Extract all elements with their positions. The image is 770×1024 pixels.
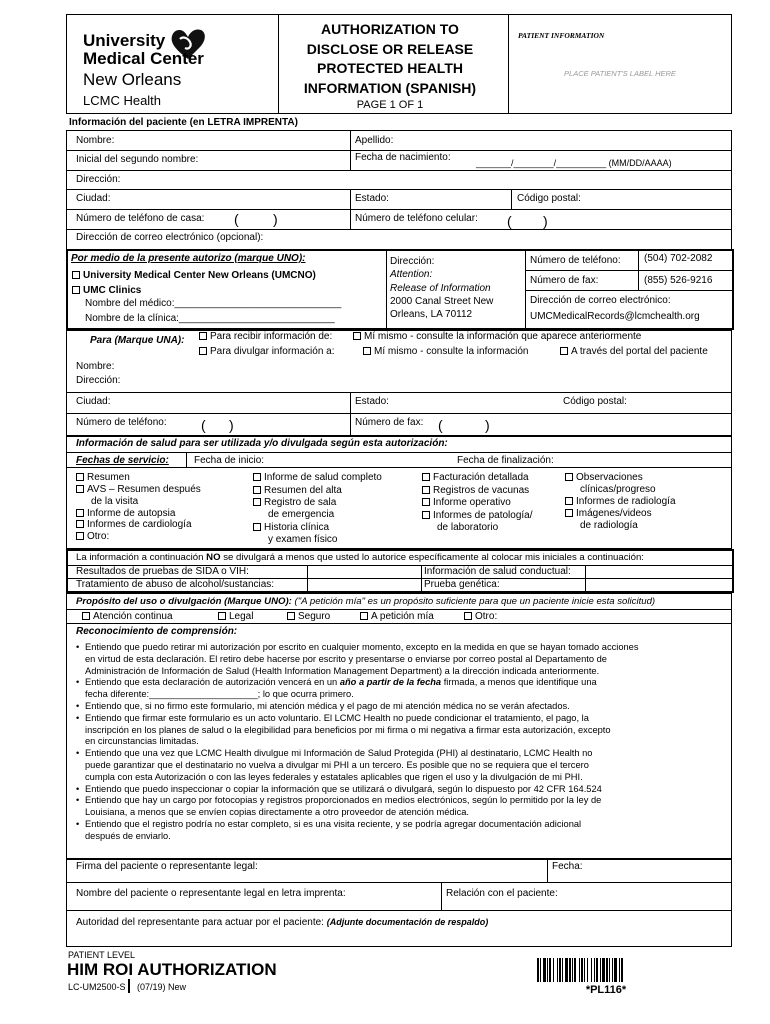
clinica-field[interactable]: Nombre de la clínica:____________________________ <box>85 313 335 324</box>
recipient-estado[interactable]: Estado: <box>355 396 389 407</box>
chk-radiologia-label: Informes de radiología <box>576 496 676 507</box>
recipient-nombre[interactable]: Nombre: <box>76 361 115 372</box>
ack-heading: Reconocimiento de comprensión: <box>76 626 238 637</box>
nombre-imprenta-field[interactable]: Nombre del paciente o representante legal en letra imprenta: <box>76 888 346 899</box>
chk-patologia[interactable] <box>422 510 533 522</box>
chk-observaciones[interactable] <box>565 472 643 484</box>
title-line-1: AUTHORIZATION TO <box>321 21 459 37</box>
chk-salud-completo[interactable] <box>253 472 382 484</box>
chk-resumen[interactable] <box>76 472 130 484</box>
chk-observaciones-label-2: clínicas/progreso <box>580 484 656 495</box>
address-label: Dirección: <box>390 256 435 267</box>
chk-registro-sala-label: Registro de sala <box>264 497 337 508</box>
paren-open: ( <box>234 211 239 227</box>
chk-avs-label: AVS – Resumen después <box>87 484 201 495</box>
option-portal-label: A través del portal del paciente <box>571 346 708 357</box>
purpose-heading <box>76 596 655 608</box>
header-divider-right <box>508 14 509 114</box>
notice-no: NO <box>206 552 221 563</box>
checkbox-icon[interactable] <box>76 473 84 481</box>
purpose-atencion[interactable] <box>82 611 173 623</box>
tel-celular-field[interactable]: Número de teléfono celular: <box>355 213 478 224</box>
fecha-nacimiento-blank: _______/________/__________ (MM/DD/AAAA) <box>476 158 672 168</box>
ack-bullet-2: • Entiendo que esta declaración de autorización vencerá en un año a partir de la fecha firmada, a menos que identifique una fecha diferente:_____________________; lo que ocurra primero. <box>76 677 597 700</box>
para-label: Para (Marque UNA): <box>90 335 185 346</box>
fecha-firma-field[interactable]: Fecha: <box>552 861 583 872</box>
checkbox-icon[interactable] <box>560 347 568 355</box>
chk-autopsia-label: Informe de autopsia <box>87 508 176 519</box>
option-umc-clinics-label: UMC Clinics <box>83 285 142 296</box>
purpose-seguro[interactable] <box>287 611 330 623</box>
chk-imagenes[interactable] <box>565 508 652 520</box>
title-line-2: DISCLOSE OR RELEASE <box>306 40 474 57</box>
chk-resumen-alta-label: Resumen del alta <box>264 485 342 496</box>
chk-observaciones-label: Observaciones <box>576 472 643 483</box>
chk-imagenes-label: Imágenes/videos <box>576 508 652 519</box>
chk-vacunas-label: Registros de vacunas <box>433 485 530 496</box>
recipient-codigo[interactable]: Código postal: <box>563 396 627 407</box>
purpose-heading-main: Propósito del uso o divulgación (Marque UNO): <box>76 596 292 607</box>
recipient-ciudad[interactable]: Ciudad: <box>76 396 111 407</box>
checkbox-icon[interactable] <box>72 286 80 294</box>
chk-facturacion[interactable] <box>422 472 529 484</box>
title-line-4: INFORMATION <box>303 79 402 96</box>
chk-historia-clinica[interactable] <box>253 522 329 534</box>
checkbox-icon[interactable] <box>422 473 430 481</box>
barcode-text: *PL116* <box>585 984 627 996</box>
purpose-legal[interactable] <box>218 611 253 623</box>
checkbox-icon[interactable] <box>218 612 226 620</box>
autoridad-note: (Adjunte documentación de respaldo) <box>326 917 489 927</box>
checkbox-icon[interactable] <box>76 532 84 540</box>
fax-label: Número de fax: <box>530 275 599 286</box>
paren-open: ( <box>201 417 206 433</box>
fax-value: (855) 526-9216 <box>644 275 713 286</box>
chk-avs[interactable] <box>76 484 201 496</box>
phone-value: (504) 702-2082 <box>644 253 713 264</box>
chk-imagenes-label-2: de radiología <box>580 520 638 531</box>
chk-registro-sala[interactable] <box>253 497 336 509</box>
paren-open: ( <box>507 213 512 229</box>
checkbox-icon[interactable] <box>565 509 573 517</box>
chk-otro-label: Otro: <box>87 531 110 542</box>
checkbox-icon[interactable] <box>76 520 84 528</box>
genetica-label: Prueba genética: <box>424 579 500 590</box>
fecha-nacimiento-field[interactable]: Fecha de nacimiento: <box>355 152 451 163</box>
form-title <box>275 20 505 98</box>
option-mismo-1-label: Mí mismo - consulte la información que aparece anteriormente <box>364 331 642 342</box>
revision: (07/19) New <box>137 982 187 992</box>
chk-operativo-label: Informe operativo <box>433 497 511 508</box>
footer-doc-title: HIM ROI AUTHORIZATION <box>67 960 277 979</box>
chk-resumen-alta[interactable] <box>253 485 342 497</box>
purpose-peticion-label: A petición mía <box>371 611 434 622</box>
nombre-field[interactable]: Nombre: <box>76 135 115 146</box>
checkbox-icon[interactable] <box>360 612 368 620</box>
checkbox-icon[interactable] <box>565 497 573 505</box>
checkbox-icon[interactable] <box>565 473 573 481</box>
chk-avs-label-2: de la visita <box>91 496 139 507</box>
purpose-otro[interactable] <box>464 611 497 623</box>
email-label: Dirección de correo electrónico: <box>530 295 671 306</box>
option-mismo-2-label: Mí mismo - consulte la información <box>374 346 529 357</box>
checkbox-icon[interactable] <box>253 486 261 494</box>
recipient-direccion[interactable]: Dirección: <box>76 375 121 386</box>
checkbox-icon[interactable] <box>287 612 295 620</box>
medico-field[interactable]: Nombre del médico:______________________________ <box>85 298 342 309</box>
sensitive-notice <box>76 552 644 564</box>
paren-close: ) <box>485 417 490 433</box>
chk-facturacion-label: Facturación detallada <box>433 472 529 483</box>
tel-casa-field[interactable]: Número de teléfono de casa: <box>76 213 205 224</box>
option-umcno[interactable] <box>72 270 316 282</box>
address-attention: Attention: <box>390 269 433 280</box>
patient-section-title: Información del paciente (en LETRA IMPRENTA) <box>69 117 298 128</box>
ack-bullet-7: • Entiendo que hay un cargo por fotocopias y registros proporcionados en medios electrónicos, según lo permitido por la ley de Louisiana, a menos que se envíen copias directamente a otro proveedor de atención médica. <box>76 795 602 818</box>
email-field[interactable]: Dirección de correo electrónico (opcional): <box>76 232 264 243</box>
paren-close: ) <box>273 211 278 227</box>
chk-historia-clinica-label-2: y examen físico <box>268 534 338 545</box>
patient-label-placeholder: PLACE PATIENT'S LABEL HERE <box>564 69 676 78</box>
purpose-seguro-label: Seguro <box>298 611 331 622</box>
phone-label: Número de teléfono: <box>530 255 621 266</box>
codigo-postal-field[interactable]: Código postal: <box>517 193 581 204</box>
chk-cardiologia-label: Informes de cardiología <box>87 519 192 530</box>
inicial-field[interactable]: Inicial del segundo nombre: <box>76 154 199 165</box>
chk-patologia-label-2: de laboratorio <box>437 522 499 533</box>
authorize-heading: Por medio de la presente autorizo (marque UNO): <box>71 253 306 264</box>
direccion-field[interactable]: Dirección: <box>76 174 121 185</box>
chk-vacunas[interactable] <box>422 485 529 497</box>
notice-pre: La información a continuación <box>76 552 204 563</box>
fecha-fin-field[interactable]: Fecha de finalización: <box>457 455 554 466</box>
salud-conductual-label: Información de salud conductual: <box>424 566 571 577</box>
checkbox-icon[interactable] <box>76 509 84 517</box>
estado-field[interactable]: Estado: <box>355 193 389 204</box>
autoridad-label: Autoridad del representante para actuar por el paciente: <box>76 917 324 928</box>
title-spanish: (SPANISH) <box>405 79 477 96</box>
purpose-legal-label: Legal <box>229 611 254 622</box>
ciudad-field[interactable]: Ciudad: <box>76 193 111 204</box>
option-divulgar[interactable] <box>199 346 335 358</box>
checkbox-icon[interactable] <box>82 612 90 620</box>
checkbox-icon[interactable] <box>199 347 207 355</box>
autoridad-field[interactable] <box>76 916 488 929</box>
patient-info-label: PATIENT INFORMATION <box>518 31 605 40</box>
checkbox-icon[interactable] <box>199 332 207 340</box>
chk-radiologia[interactable] <box>565 496 676 508</box>
barcode <box>537 958 675 982</box>
purpose-heading-note: ("A petición mía" es un propósito suficiente para que un paciente inicie esta solicitud) <box>294 596 656 607</box>
checkbox-icon[interactable] <box>253 523 261 531</box>
paren-open: ( <box>438 417 443 433</box>
checkbox-icon[interactable] <box>422 498 430 506</box>
logo-university: University <box>83 31 166 50</box>
address-city: Orleans, LA 70112 <box>390 309 473 320</box>
ack-bullet-4: • Entiendo que firmar este formulario es un acto voluntario. El LCMC Health no puede condicionar el tratamiento, el pago, la inscripción en los planes de salud o la elegibilidad para beneficios por mi firma o mi negativa a firmar esta autorización, excepto en circunstancias limitadas. <box>76 712 611 747</box>
checkbox-icon[interactable] <box>253 473 261 481</box>
option-mismo-2[interactable] <box>363 346 529 358</box>
option-portal[interactable] <box>560 346 708 358</box>
email-value: UMCMedicalRecords@lcmchealth.org <box>530 311 700 322</box>
footer-separator <box>128 979 130 993</box>
purpose-peticion[interactable] <box>360 611 434 623</box>
chk-registro-sala-label-2: de emergencia <box>268 509 335 520</box>
checkbox-icon[interactable] <box>422 511 430 519</box>
address-release: Release of Information <box>390 283 491 294</box>
recipient-telefono[interactable]: Número de teléfono: <box>76 417 167 428</box>
notice-post: se divulgará a menos que usted lo autorice específicamente al colocar mis iniciales a continuación: <box>223 552 644 563</box>
ack-bullet-3: • Entiendo que, si no firmo este formulario, mi atención médica y el pago de mi atención médica no se verán afectados. <box>76 700 570 711</box>
chk-resumen-label: Resumen <box>87 472 130 483</box>
page-number: PAGE 1 OF 1 <box>356 99 424 111</box>
chk-otro[interactable] <box>76 531 109 543</box>
checkbox-icon[interactable] <box>76 485 84 493</box>
address-street: 2000 Canal Street New <box>390 296 494 307</box>
paren-close: ) <box>543 213 548 229</box>
option-divulgar-label: Para divulgar información a: <box>210 346 335 357</box>
sida-vih-label: Resultados de pruebas de SIDA o VIH: <box>76 566 249 577</box>
form-number: LC-UM2500-S <box>68 982 126 992</box>
chk-historia-clinica-label: Historia clínica <box>264 522 330 533</box>
recipient-fax[interactable]: Número de fax: <box>355 417 424 428</box>
fecha-inicio-field[interactable]: Fecha de inicio: <box>194 455 265 466</box>
ack-bullet-8: • Entiendo que el registro podría no estar completo, si es una visita reciente, y se podría agregar documentación adicional después de enviarlo. <box>76 818 582 841</box>
ack-bullet-5: • Entiendo que una vez que LCMC Health divulgue mi Información de Salud Protegida (PHI) al destinatario, LCMC Health no puede garantizar que el destinatario no vuelva a divulgar mi PHI a un tercero. Es posible que no se requiera que el tercero cumpla con esta Autorización o con las leyes federales y estatales aplicables que rigen el uso y la divulgación de mi PHI. <box>76 748 593 782</box>
checkbox-icon[interactable] <box>72 271 80 279</box>
ack-bullet-1: • Entiendo que puedo retirar mi autorización por escrito en cualquier momento, excepto en la medida en que se hayan tomado acciones en virtud de esta declaración. El retiro debe hacerse por escrito y presentarse o enviarse por correo postal al Departamento de Administración de Información de Salud (Health Information Management Department) a la dirección indicada anteriormente. <box>76 642 639 676</box>
alcohol-label: Tratamiento de abuso de alcohol/sustancias: <box>76 579 275 590</box>
checkbox-icon[interactable] <box>253 498 261 506</box>
logo-new-orleans: New Orleans <box>83 70 182 89</box>
ack-bullet-6: • Entiendo que puedo inspeccionar o copiar la información que se utilizará o divulgará, según lo dispuesto por 42 CFR 164.524 <box>76 783 602 794</box>
option-umc-clinics[interactable] <box>72 285 141 297</box>
chk-cardiologia[interactable] <box>76 519 192 531</box>
health-heading: Información de salud para ser utilizada y/o divulgada según esta autorización: <box>76 438 448 449</box>
paren-close: ) <box>229 417 234 433</box>
relacion-field[interactable]: Relación con el paciente: <box>446 888 558 899</box>
option-recibir-label: Para recibir información de: <box>210 331 333 342</box>
logo-medical-center: Medical Center <box>83 49 204 68</box>
purpose-atencion-label: Atención continua <box>93 611 173 622</box>
chk-salud-completo-label: Informe de salud completo <box>264 472 382 483</box>
ack-list <box>76 642 732 843</box>
checkbox-icon[interactable] <box>464 612 472 620</box>
apellido-field[interactable]: Apellido: <box>355 135 394 146</box>
checkbox-icon[interactable] <box>353 332 361 340</box>
chk-operativo[interactable] <box>422 497 511 509</box>
checkbox-icon[interactable] <box>363 347 371 355</box>
chk-patologia-label: Informes de patología/ <box>433 510 533 521</box>
checkbox-icon[interactable] <box>422 486 430 494</box>
title-line-3: PROTECTED HEALTH <box>317 60 463 76</box>
option-recibir[interactable] <box>199 331 332 343</box>
patient-level: PATIENT LEVEL <box>68 950 136 960</box>
firma-field[interactable]: Firma del paciente o representante legal: <box>76 861 258 872</box>
option-mismo-1[interactable] <box>353 331 641 343</box>
fechas-servicio-label: Fechas de servicio: <box>76 455 169 466</box>
logo-lcmc-health: LCMC Health <box>83 93 162 108</box>
purpose-otro-label: Otro: <box>475 611 498 622</box>
option-umcno-label: University Medical Center New Orleans (UMCNO) <box>83 270 316 281</box>
